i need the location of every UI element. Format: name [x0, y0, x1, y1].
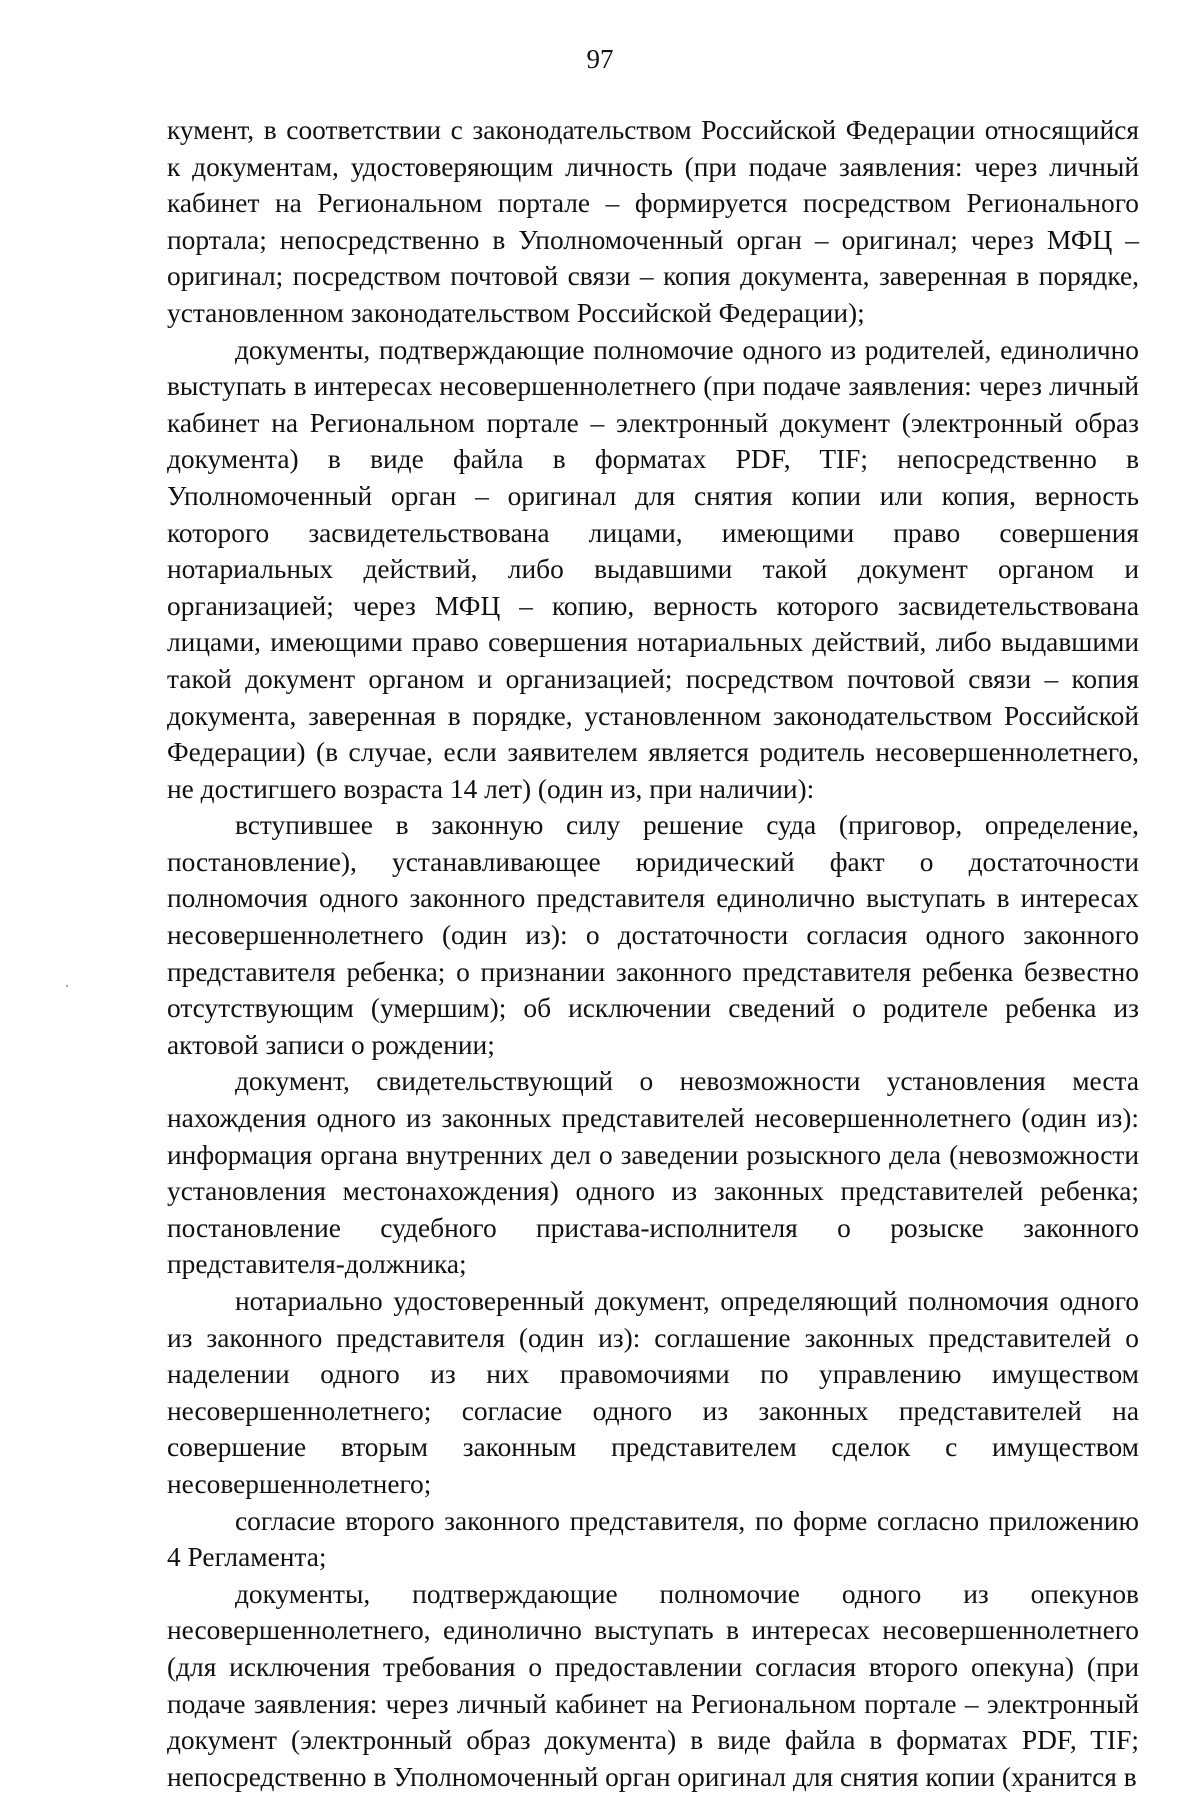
scan-artifact: [66, 985, 68, 987]
paragraph: вступившее в законную силу решение суда (приговор, определение, постановление), устанавливающее юридический факт о достаточности полномочия одного законного представителя единолично выступать в интересах несовершеннолетнего (один из): о достаточности согласия одного законного представителя ребенка; о признании законного представителя ребенка безвестно отсутствующим (умершим); об исключении сведений о родителе ребенка из актовой записи о рождении;: [167, 810, 1139, 1060]
paragraph: кумент, в соответствии с законодательством Российской Федерации относящийся к документам, удостоверяющим личность (при подаче заявления: через личный кабинет на Региональном портале – формируется посредством Регионального портала; непосредственно в Уполномоченный орган – оригинал; через МФЦ – оригинал; посредством почтовой связи – копия документа, заверенная в порядке, установленном законодательством Российской Федерации);: [167, 115, 1139, 328]
paragraph: документы, подтверждающие полномочие одного из родителей, единолично выступать в интересах несовершеннолетнего (при подаче заявления: через личный кабинет на Региональном портале – электронный документ (электронный образ документа) в виде файла в форматах PDF, TIF; непосредственно в Уполномоченный орган – оригинал для снятия копии или копия, верность которого засвидетельствована лицами, имеющими право совершения нотариальных действий, либо выдавшими такой документ органом и организацией; через МФЦ – копию, верность которого засвидетельствована лицами, имеющими право совершения нотариальных действий, либо выдавшими такой документ органом и организацией; посредством почтовой связи – копия документа, заверенная в порядке, установленном законодательством Российской Федерации) (в случае, если заявителем является родитель несовершеннолетнего, не достигшего возраста 14 лет) (один из, при наличии):: [167, 334, 1139, 804]
document-body: [167, 112, 1139, 1795]
paragraph: согласие второго законного представителя, по форме согласно приложению 4 Регламента;: [167, 1505, 1139, 1573]
page-number: 97: [586, 44, 614, 74]
paragraph: документ, свидетельствующий о невозможности установления места нахождения одного из законных представителей несовершеннолетнего (один из): информация органа внутренних дел о заведении розыскного дела (невозможности установления местонахождения) одного из законных представителей ребенка; постановление судебного пристава-исполнителя о розыске законного представителя-должника;: [167, 1066, 1139, 1280]
paragraph: нотариально удостоверенный документ, определяющий полномочия одного из законного представителя (один из): соглашение законных представителей о наделении одного из них правомочиями по управлению имуществом несовершеннолетнего; согласие одного из законных представителей на совершение вторым законным представителем сделок с имуществом несовершеннолетнего;: [167, 1286, 1139, 1499]
paragraph: документы, подтверждающие полномочие одного из опекунов несовершеннолетнего, единолично выступать в интересах несовершеннолетнего (для исключения требования о предоставлении согласия второго опекуна) (при подаче заявления: через личный кабинет на Региональном портале – электронный документ (электронный образ документа) в виде файла в форматах PDF, TIF; непосредственно в Уполномоченный орган оригинал для снятия копии (хранится в: [167, 1578, 1139, 1792]
